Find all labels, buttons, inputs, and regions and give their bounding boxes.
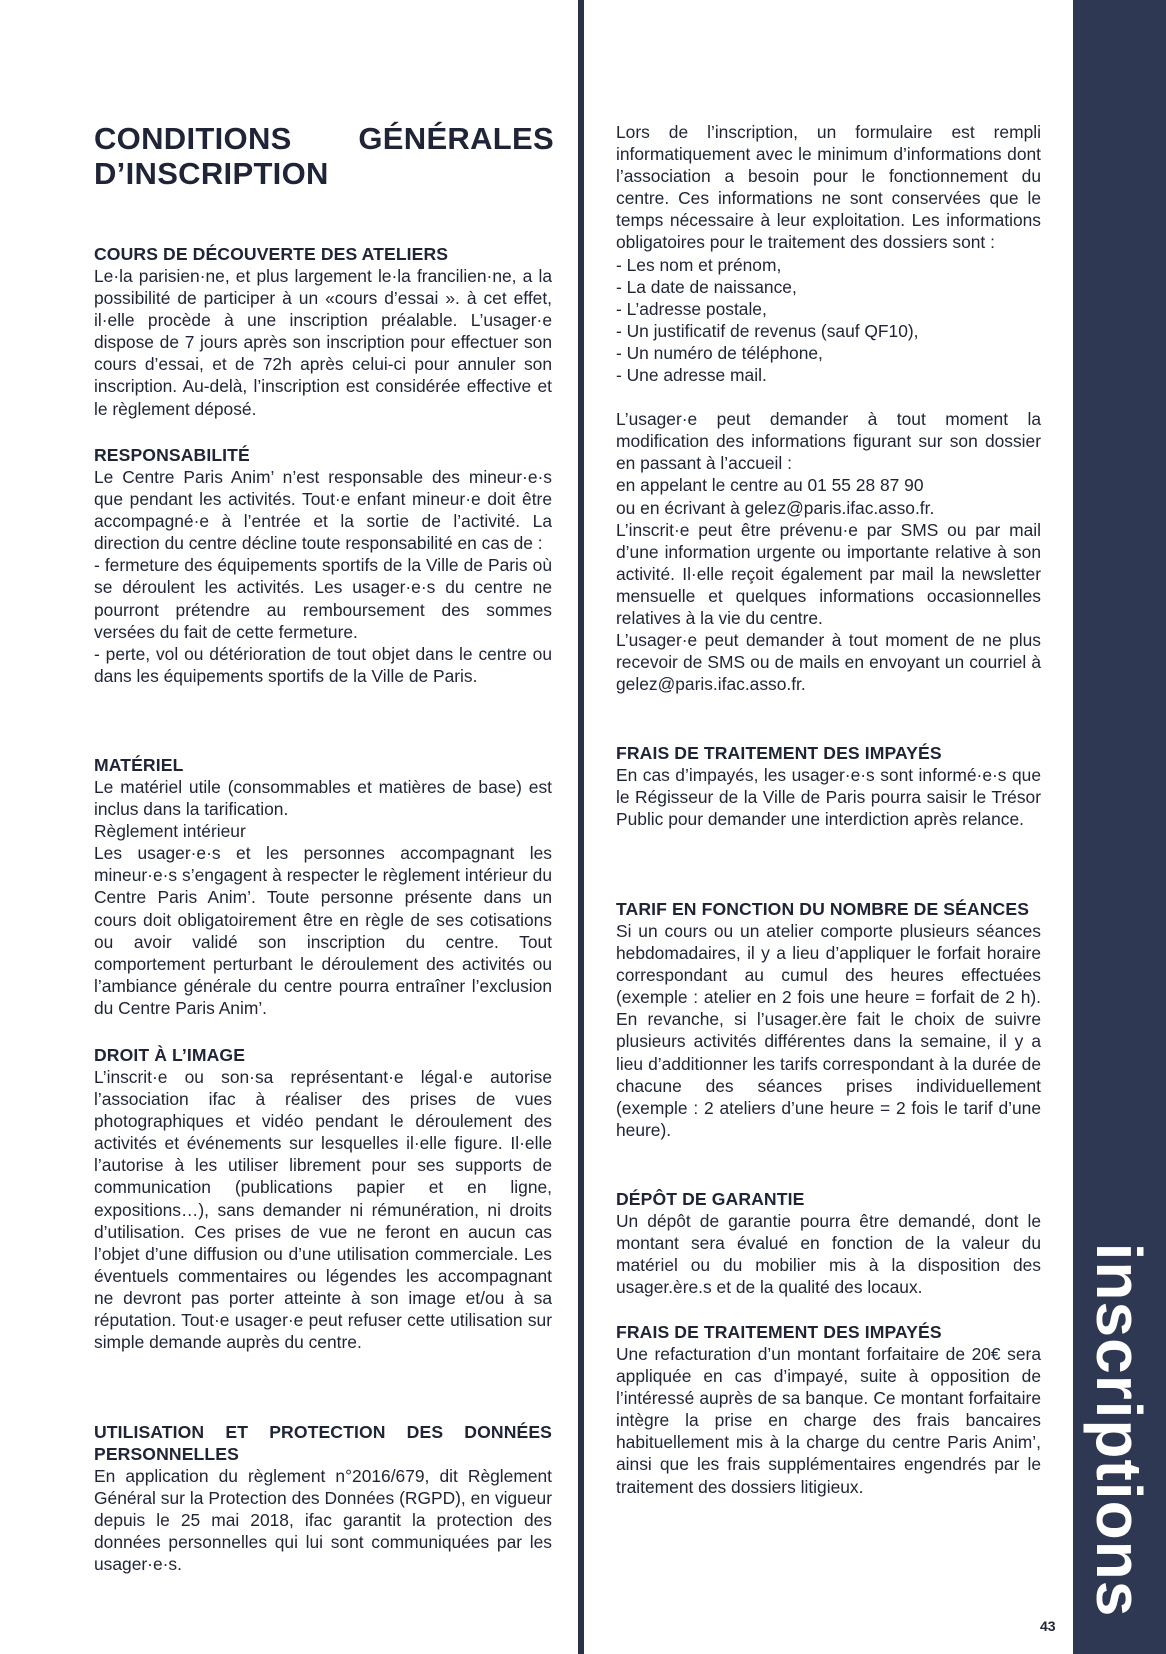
section-materiel — [94, 754, 552, 1019]
column-divider — [578, 0, 584, 1654]
section-tarif — [616, 898, 1041, 1141]
section-impayes-2 — [616, 1321, 1041, 1498]
paragraph: Lors de l’inscription, un formulaire est rempli informatiquement avec le minimum d’informations dont l’association a besoin pour le fonctionnement du centre. Ces informations ne sont conservées que le temps nécessaire à leur exploitation. Les informations obligatoires pour le traitement des dossiers sont : — [616, 122, 1041, 253]
paragraph: Les usager·e·s et les personnes accompagnant les mineur·e·s s’engagent à respecter le règlement intérieur du Centre Paris Anim’. Toute personne présente dans un cours doit obligatoirement être en règle de ses cotisations ou avoir validé son inscription du centre. Tout comportement perturbant le déroulement des activités ou l’ambiance générale du centre pourra entraîner l’exclusion du Centre Paris Anim’. — [94, 843, 552, 1018]
paragraph: - fermeture des équipements sportifs de la Ville de Paris où se déroulent les activités. Les usager·e·s du centre ne pourront prétendre au remboursement des sommes versées du fait de cette fermeture. — [94, 555, 552, 642]
paragraph: - perte, vol ou détérioration de tout objet dans le centre ou dans les équipements sportifs de la Ville de Paris. — [94, 643, 552, 686]
section-donnees — [94, 1421, 552, 1575]
email-line: ou en écrivant à gelez@paris.ifac.asso.fr. — [616, 497, 935, 518]
section-donnees-suite — [616, 121, 1041, 695]
list-item: - Les nom et prénom, — [616, 254, 782, 275]
paragraph: L’usager·e peut demander à tout moment la modification des informations figurant sur son dossier en passant à l’accueil : — [616, 409, 1041, 474]
section-garantie — [616, 1188, 1041, 1298]
list-item: - La date de naissance, — [616, 276, 797, 297]
list-item: - Un justificatif de revenus (sauf QF10), — [616, 320, 919, 341]
section-heading: UTILISATION ET PROTECTION DES DONNÉES PERSONNELLES — [94, 1422, 552, 1464]
list-item: - L’adresse postale, — [616, 298, 767, 319]
paragraph: Un dépôt de garantie pourra être demandé, dont le montant sera évalué en fonction de la valeur du matériel ou du mobilier mis à la disposition des usager.ère.s et de la qualité des locaux. — [616, 1211, 1041, 1298]
section-heading: FRAIS DE TRAITEMENT DES IMPAYÉS — [616, 1322, 942, 1342]
list-item: - Un numéro de téléphone, — [616, 342, 823, 363]
section-heading: DÉPÔT DE GARANTIE — [616, 1189, 805, 1209]
paragraph: Le matériel utile (consommables et matières de base) est inclus dans la tarification. — [94, 777, 552, 820]
section-heading: DROIT À L’IMAGE — [94, 1045, 246, 1065]
list-item: - Une adresse mail. — [616, 365, 767, 386]
paragraph: En application du règlement n°2016/679, dit Règlement Général sur la Protection des Données (RGPD), en vigueur depuis le 25 mai 2018, ifac garantit la protection des données personnelles qui lui sont communiquées par les usager·e·s. — [94, 1466, 552, 1575]
paragraph: Le Centre Paris Anim’ n’est responsable des mineur·e·s que pendant les activités. Tout·e enfant mineur·e doit être accompagné·e à l’entrée et la sortie de l’activité. La direction du centre décline toute responsabilité en cas de : — [94, 467, 552, 554]
phone-line: en appelant le centre au 01 55 28 87 90 — [616, 475, 924, 496]
page-number: 43 — [1040, 1618, 1056, 1634]
paragraph: En cas d’impayés, les usager·e·s sont informé·e·s que le Régisseur de la Ville de Paris pourra saisir le Trésor Public pour demander une interdiction après relance. — [616, 765, 1041, 830]
section-heading: RESPONSABILITÉ — [94, 445, 250, 465]
section-heading: FRAIS DE TRAITEMENT DES IMPAYÉS — [616, 743, 942, 763]
paragraph: Une refacturation d’un montant forfaitaire de 20€ sera appliquée en cas d’impayé, suite à opposition de l’intéressé auprès de sa banque. Ce montant forfaitaire intègre la prise en charge des frais bancaires habituellement mis à la charge du centre Paris Anim’, ainsi que les frais supplémentaires engendrés par le traitement des dossiers litigieux. — [616, 1344, 1041, 1497]
paragraph: L’usager·e peut demander à tout moment de ne plus recevoir de SMS ou de mails en envoyant un courriel à gelez@paris.ifac.asso.fr. — [616, 630, 1041, 695]
section-heading: TARIF EN FONCTION DU NOMBRE DE SÉANCES — [616, 899, 1030, 919]
paragraph: L’inscrit·e ou son·sa représentant·e légal·e autorise l’association ifac à réaliser des prises de vues photographiques et vidéo pendant le déroulement des activités et événements sur lesquelles il·elle figure. Il·elle l’autorise à les utiliser librement pour ses supports de communication (publications papier et en ligne, expositions…), sans demander ni rémunération, ni droits d’utilisation. Ces prises de vue ne feront en aucun cas l’objet d’une diffusion ou d’une utilisation commerciale. Les éventuels commentaires ou légendes les accompagnant ne devront pas porter atteinte à son image et/ou à sa réputation. Tout·e usager·e peut refuser cette utilisation sur simple demande auprès du centre. — [94, 1067, 552, 1353]
page-title: CONDITIONS GÉNÉRALES D’INSCRIPTION — [94, 121, 554, 191]
side-label: inscriptions — [1083, 1242, 1155, 1618]
section-decouverte — [94, 243, 552, 420]
paragraph: Règlement intérieur — [94, 821, 246, 842]
section-heading: MATÉRIEL — [94, 755, 184, 775]
paragraph: Le·la parisien·ne, et plus largement le·la francilien·ne, a la possibilité de participer à un «cours d’essai ». à cet effet, il·elle procède à une inscription préalable. L’usager·e dispose de 7 jours après son inscription pour effectuer son cours d’essai, et de 72h après celui-ci pour annuler son inscription. Au-delà, l’inscription est considérée effective et le règlement déposé. — [94, 266, 552, 419]
paragraph: L’inscrit·e peut être prévenu·e par SMS ou par mail d’une information urgente ou importante relative à son activité. Il·elle reçoit également par mail la newsletter mensuelle et quelques informations occasionnelles relatives à la vie du centre. — [616, 519, 1041, 628]
section-responsabilite — [94, 444, 552, 687]
section-droit-image — [94, 1044, 552, 1353]
paragraph: Si un cours ou un atelier comporte plusieurs séances hebdomadaires, il y a lieu d’appliquer le forfait horaire correspondant au cumul des heures effectuées (exemple : atelier en 2 fois une heure = forfait de 2 h). En revanche, si l’usager.ère fait le choix de suivre plusieurs activités différentes dans la semaine, il y a lieu d’additionner les tarifs correspondant à la durée de chacune des séances prises individuellement (exemple : 2 ateliers d’une heure = 2 fois le tarif d’une heure). — [616, 921, 1041, 1140]
section-heading: COURS DE DÉCOUVERTE DES ATELIERS — [94, 244, 449, 264]
section-impayes-1 — [616, 742, 1041, 830]
